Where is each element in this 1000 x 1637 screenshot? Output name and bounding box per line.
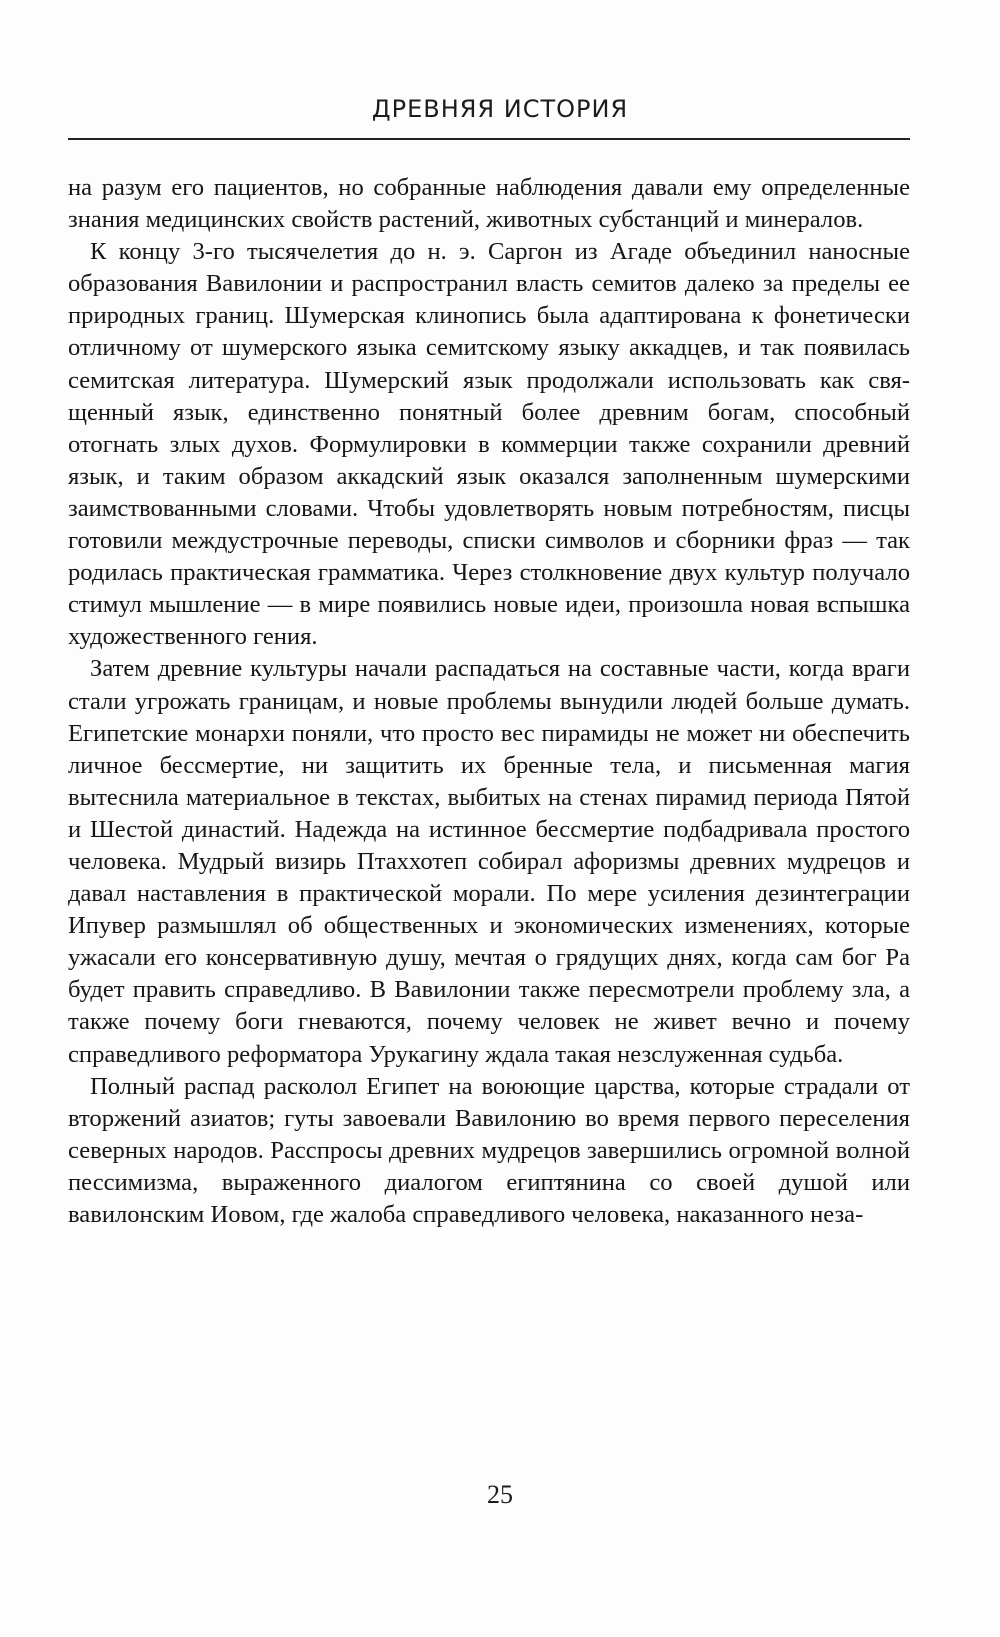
- paragraph: Полный распад расколол Египет на воюющие царства, которые страдали от вторжений азиатов; гуты завоевали Вавилонию во время первого переселения северных народов. Расспросы древних мудрецов завершились огромной волной пессимизма, выраженного диалогом египтянина со своей душой или вавилонским Иовом, где жалоба справедливого человека, наказанного неза-: [68, 1072, 910, 1228]
- running-head: ДРЕВНЯЯ ИСТОРИЯ: [371, 95, 629, 123]
- header-rule: [68, 138, 910, 140]
- body-text: [68, 172, 910, 1231]
- paragraph: на разум его пациентов, но собранные наблюдения давали ему определенные знания медицинских свойств растений, животных субстанций и минералов.: [68, 174, 910, 234]
- page-number: 25: [487, 1480, 513, 1509]
- paragraph: Затем древние культуры начали распадаться на составные части, когда враги стали угрожать границам, и новые проблемы вынудили людей больше думать. Египетские монархи поняли, что просто вес пирамиды не может ни обеспечить личное бессмертие, ни защитить их бренные тела, и письменная магия вытеснила материальное в текстах, выбитых на стенах пирамид периода Пятой и Шестой династий. Надежда на истинное бессмертие подбадривала простого человека. Мудрый визирь Птаххотеп собирал афоризмы древних мудрецов и давал наставления в практической морали. По мере усиления дезинтеграции Ипувер размышлял об общественных и экономических изменениях, которые ужасали его консервативную душу, мечтая о грядущих днях, когда сам бог Ра будет править справедливо. В Вавилонии также пересмотрели проблему зла, а также почему боги гневаются, почему человек не живет вечно и почему справедливого реформатора Урукагину ждала такая незслуженная судьба.: [68, 655, 910, 1068]
- paragraph: К концу 3-го тысячелетия до н. э. Саргон из Агаде объединил наносные образования Вавилонии и распространил власть семитов далеко за пределы ее природных границ. Шумерская клинопись была адаптирована к фонетически отличному от шумерского языка семитскому языку аккадцев, и так появилась семитская литература. Шумерский язык продолжали использовать как священный язык, единственно понятный более древним богам, способный отогнать злых духов. Формулировки в коммерции также сохранили древний язык, и таким образом аккадский язык оказался заполненным шумерскими заимствованными словами. Чтобы удовлетворять новым потребностям, писцы готовили междустрочные переводы, списки символов и сборники фраз — так родилась практическая грамматика. Через столкновение двух культур получало стимул мышление — в мире появились новые идеи, произошла новая вспышка художественного гения.: [68, 238, 910, 651]
